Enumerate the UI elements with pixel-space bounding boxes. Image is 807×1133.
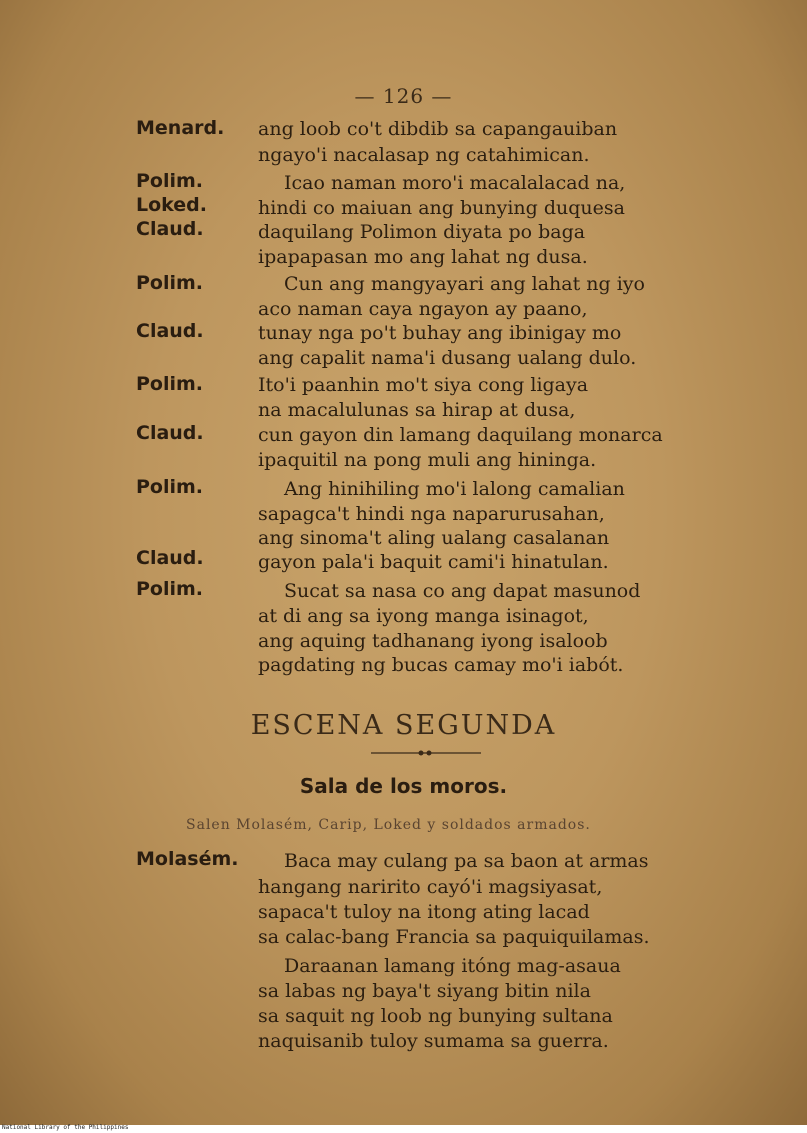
verse-line: Ang hinihiling mo'i lalong camalian	[284, 478, 625, 500]
speaker-label: Polim.	[136, 272, 204, 294]
speaker-label: Claud.	[136, 320, 204, 342]
verse-line: ngayo'i nacalasap ng catahimican.	[258, 144, 590, 166]
footer-bar	[0, 1125, 807, 1133]
verse-line: Ito'i paanhin mo't siya cong ligaya	[258, 374, 589, 396]
stage-direction: Salen Molasém, Carip, Loked y soldados armados.	[186, 817, 591, 833]
verse-line: sa labas ng baya't siyang bitin nila	[258, 980, 591, 1002]
verse-line: sapaca't tuloy na itong ating lacad	[258, 901, 590, 923]
verse-line: gayon pala'i baquit cami'i hinatulan.	[258, 551, 609, 573]
page-number: — 126 —	[354, 84, 453, 108]
verse-line: ang capalit nama'i dusang ualang dulo.	[258, 347, 637, 369]
verse-line: Daraanan lamang itóng mag-asaua	[284, 955, 621, 977]
speaker-label: Claud.	[136, 422, 204, 444]
speaker-label: Menard.	[136, 117, 225, 139]
verse-line: hangang naririto cayó'i magsiyasat,	[258, 876, 603, 898]
verse-line: ipaquitil na pong muli ang hininga.	[258, 449, 597, 471]
verse-line: Baca may culang pa sa baon at armas	[284, 850, 649, 872]
verse-line: sa saquit ng loob ng bunying sultana	[258, 1005, 613, 1027]
verse-line: cun gayon din lamang daquilang monarca	[258, 424, 663, 446]
speaker-label: Polim.	[136, 170, 204, 192]
ornament-divider	[371, 750, 481, 756]
speaker-label: Loked.	[136, 194, 207, 216]
verse-line: pagdating ng bucas camay mo'i iabót.	[258, 654, 624, 676]
speaker-label: Claud.	[136, 547, 204, 569]
scene-location: Sala de los moros.	[299, 774, 508, 798]
verse-line: sa calac-bang Francia sa paquiquilamas.	[258, 926, 650, 948]
speaker-label: Polim.	[136, 476, 204, 498]
speaker-label: Polim.	[136, 373, 204, 395]
scene-title: ESCENA SEGUNDA	[250, 710, 557, 741]
speaker-label: Claud.	[136, 218, 204, 240]
verse-line: na macalulunas sa hirap at dusa,	[258, 399, 576, 421]
verse-line: ang sinoma't aling ualang casalanan	[258, 527, 610, 549]
speaker-label: Molasém.	[136, 848, 239, 870]
verse-line: ang loob co't dibdib sa capangauiban	[258, 118, 618, 140]
verse-line: Icao naman moro'i macalalacad na,	[284, 172, 626, 194]
verse-line: naquisanib tuloy sumama sa guerra.	[258, 1030, 609, 1052]
footer-credit: National Library of the Philippines	[2, 1124, 129, 1131]
verse-line: Cun ang mangyayari ang lahat ng iyo	[284, 273, 645, 295]
verse-line: aco naman caya ngayon ay paano,	[258, 298, 588, 320]
verse-line: at di ang sa iyong manga isinagot,	[258, 605, 589, 627]
verse-line: Sucat sa nasa co ang dapat masunod	[284, 580, 641, 602]
verse-line: ipapapasan mo ang lahat ng dusa.	[258, 246, 588, 268]
verse-line: hindi co maiuan ang bunying duquesa	[258, 197, 625, 219]
verse-line: tunay nga po't buhay ang ibinigay mo	[258, 322, 622, 344]
verse-line: daquilang Polimon diyata po baga	[258, 221, 586, 243]
verse-line: ang aquing tadhanang iyong isaloob	[258, 630, 608, 652]
verse-line: sapagca't hindi nga naparurusahan,	[258, 503, 605, 525]
speaker-label: Polim.	[136, 578, 204, 600]
